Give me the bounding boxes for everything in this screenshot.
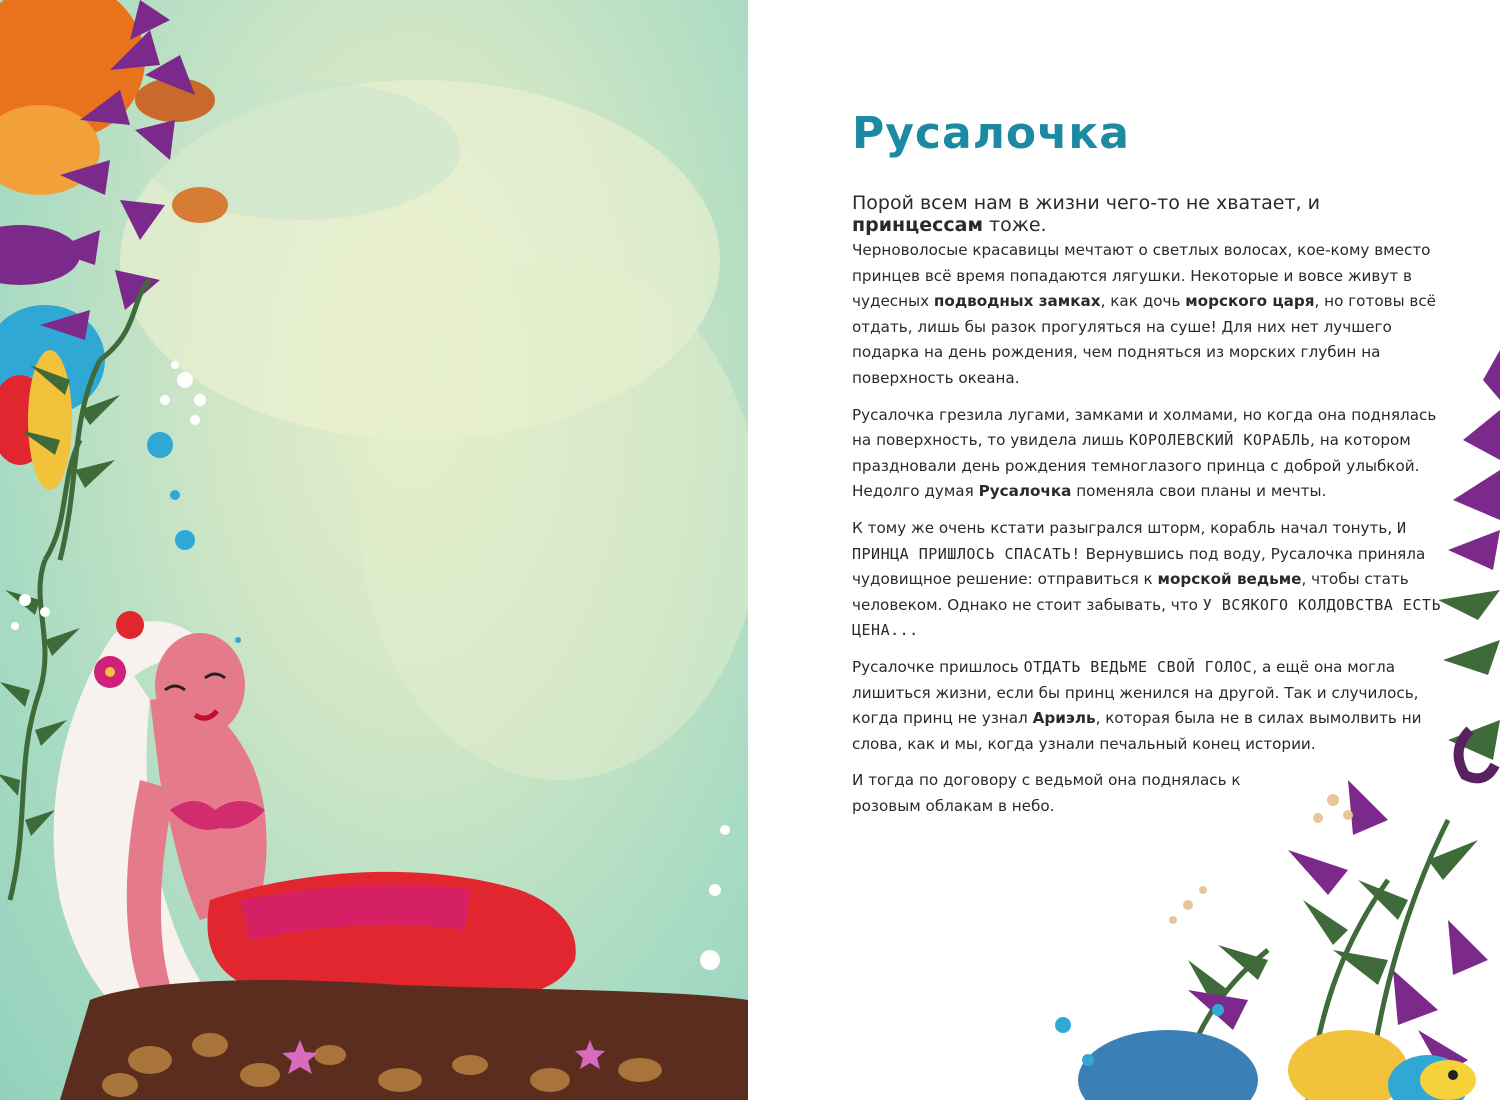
mermaid-illustration-page (0, 0, 748, 1100)
mermaid-face (155, 633, 245, 737)
story-body (852, 238, 1442, 830)
paragraph-3: К тому же очень кстати разыгрался шторм, корабль начал тонуть, И ПРИНЦА ПРИШЛОСЬ СПАСАТЬ! Вернувшись под воду, Русалочка приняла чудовищное решение: отправиться к морской ведьме, чтобы стать человеком. Однако не стоит забывать, что У ВСЯКОГО КОЛДОВСТВА ЕСТЬ ЦЕНА... (852, 518, 1441, 640)
mermaid-illustration (0, 0, 748, 1100)
text-page (748, 0, 1500, 1100)
paragraph-4: Русалочке пришлось ОТДАТЬ ВЕДЬМЕ СВОЙ ГОЛОС, а ещё она могла лишиться жизни, если бы принц женился на другой. Так и случилось, когда принц не узнал Ариэль, которая была не в силах вымолвить ни слова, как и мы, когда узнали печальный конец истории. (852, 657, 1422, 753)
fish-icon (1420, 1060, 1476, 1100)
lead-sentence: Порой всем нам в жизни чего-то не хватает, и принцессам тоже. (852, 192, 1320, 236)
paragraph-5: И тогда по договору с ведьмой она поднялась к розовым облакам в небо. (852, 771, 1241, 815)
paragraph-1: Черноволосые красавицы мечтают о светлых волосах, кое-кому вместо принцев всё время попадаются лягушки. Некоторые и вовсе живут в чудесных подводных замках, как дочь морского царя, но готовы всё отдать, лишь бы разок прогуляться на суше! Для них нет лучшего подарка на день рождения, чем подняться из морских глубин на поверхность океана. (852, 241, 1437, 387)
page-title: Русалочка (852, 108, 1130, 159)
paragraph-2: Русалочка грезила лугами, замками и холмами, но когда она поднялась на поверхность, то увидела лишь КОРОЛЕВСКИЙ КОРАБЛЬ, на котором праздновали день рождения темноглазого принца с доброй улыбкой. Недолго думая Русалочка поменяла свои планы и мечты. (852, 405, 1437, 501)
